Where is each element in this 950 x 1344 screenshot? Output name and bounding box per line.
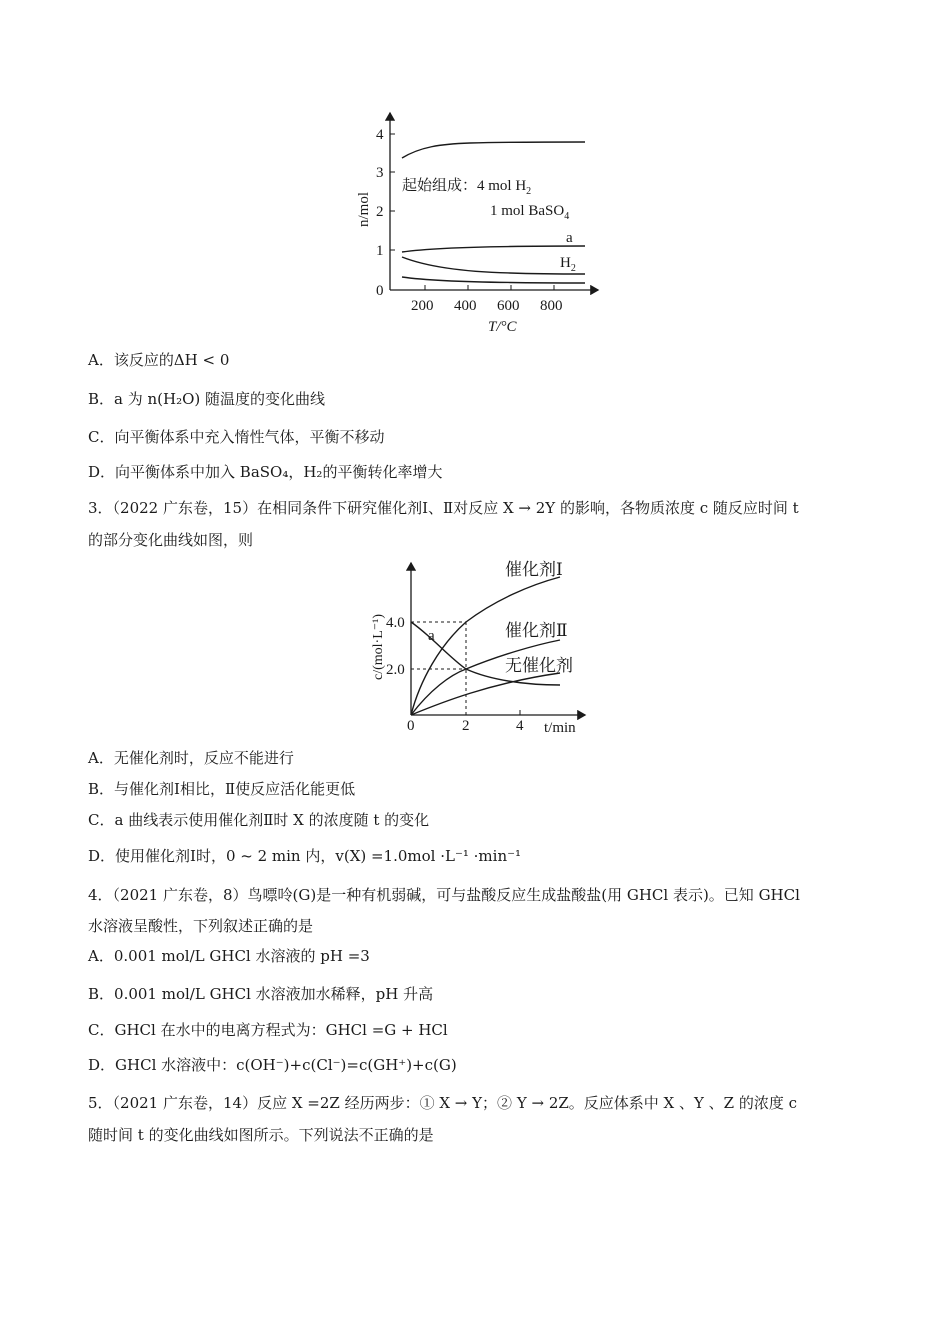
q3-option-c: C．a 曲线表示使用催化剂Ⅱ时 X 的浓度随 t 的变化 — [88, 811, 430, 829]
x-tick-label: 4 — [516, 718, 524, 734]
q5-stem-line1: 5．（2021 广东卷，14）反应 X =2Z 经历两步：① X → Y；② Y → 2Z。反应体系中 X 、Y 、Z 的浓度 c — [88, 1094, 798, 1112]
y-tick-label: 1 — [376, 243, 384, 259]
curve-label-a: a — [566, 230, 573, 246]
q4-stem-line1: 4．（2021 广东卷，8）鸟嘌呤(G)是一种有机弱碱，可与盐酸反应生成盐酸盐(用 GHCl 表示)。已知 GHCl — [88, 886, 800, 904]
x-tick-label: 400 — [454, 298, 477, 314]
curve-top — [402, 142, 585, 158]
y-tick-label: 2 — [376, 204, 384, 220]
x-tick-label: 200 — [411, 298, 434, 314]
q5-stem-line2: 随时间 t 的变化曲线如图所示。下列说法不正确的是 — [88, 1126, 434, 1144]
q4-option-c: C．GHCl 在水中的电离方程式为：GHCl =G + HCl — [88, 1021, 448, 1039]
curve-no-catalyst — [411, 673, 560, 715]
x-tick-label: 800 — [540, 298, 563, 314]
label-catalyst-2: 催化剂Ⅱ — [505, 621, 568, 640]
x-axis-label: t/min — [544, 720, 576, 736]
curve-label-h2: $H_2$ — [560, 255, 576, 274]
y-tick-label: 2.0 — [386, 662, 405, 678]
curve-a — [402, 246, 585, 252]
x-tick-label: 2 — [462, 718, 470, 734]
initial-composition-line2: 1 mol BaSO$_4$ — [490, 203, 570, 222]
q2-option-b: B．a 为 n(H₂O) 随温度的变化曲线 — [88, 390, 326, 408]
curve-catalyst-1 — [411, 577, 560, 715]
q3-option-b: B．与催化剂Ⅰ相比，Ⅱ使反应活化能更低 — [88, 780, 356, 798]
curve-label-a: a — [428, 628, 435, 644]
y-tick-label: 4 — [376, 127, 384, 143]
curve-bottom — [402, 277, 585, 283]
label-no-catalyst: 无催化剂 — [505, 656, 573, 675]
y-tick-label: 3 — [376, 165, 384, 181]
q2-option-d: D．向平衡体系中加入 BaSO₄，H₂的平衡转化率增大 — [88, 463, 443, 481]
curve-catalyst-2 — [411, 640, 560, 715]
q2-option-a: A．该反应的ΔH < 0 — [88, 351, 230, 369]
q3-stem-line2: 的部分变化曲线如图，则 — [88, 531, 254, 549]
y-axis-label: n/mol — [356, 191, 372, 227]
q3-option-d: D．使用催化剂Ⅰ时，0 ~ 2 min 内，v(X) =1.0mol ·L⁻¹ ·min⁻¹ — [88, 847, 522, 865]
label-catalyst-1: 催化剂Ⅰ — [505, 560, 563, 579]
x-tick-label: 0 — [407, 718, 415, 734]
y-tick-label: 0 — [376, 283, 384, 299]
x-tick-label: 600 — [497, 298, 520, 314]
q2-option-c: C．向平衡体系中充入惰性气体，平衡不移动 — [88, 428, 385, 446]
q4-option-b: B．0.001 mol/L GHCl 水溶液加水稀释，pH 升高 — [88, 985, 434, 1003]
q4-stem-line2: 水溶液呈酸性，下列叙述正确的是 — [88, 917, 314, 935]
q3-stem-line1: 3．（2022 广东卷，15）在相同条件下研究催化剂Ⅰ、Ⅱ对反应 X → 2Y 的影响，各物质浓度 c 随反应时间 t — [88, 499, 799, 517]
curve-h2 — [402, 257, 585, 274]
y-tick-label: 4.0 — [386, 615, 405, 631]
y-axis-label: c/(mol·L⁻¹) — [371, 613, 386, 680]
q4-option-d: D．GHCl 水溶液中：c(OH⁻)+c(Cl⁻)=c(GH⁺)+c(G) — [88, 1056, 457, 1074]
figure-2-c-vs-t — [360, 555, 595, 740]
initial-composition-line1: 起始组成：4 mol $H_2$ — [402, 178, 532, 197]
figure-1-n-vs-t — [340, 105, 610, 340]
q4-option-a: A．0.001 mol/L GHCl 水溶液的 pH =3 — [88, 947, 370, 965]
x-axis-label: T/°C — [488, 319, 517, 335]
q3-option-a: A．无催化剂时，反应不能进行 — [88, 749, 294, 767]
